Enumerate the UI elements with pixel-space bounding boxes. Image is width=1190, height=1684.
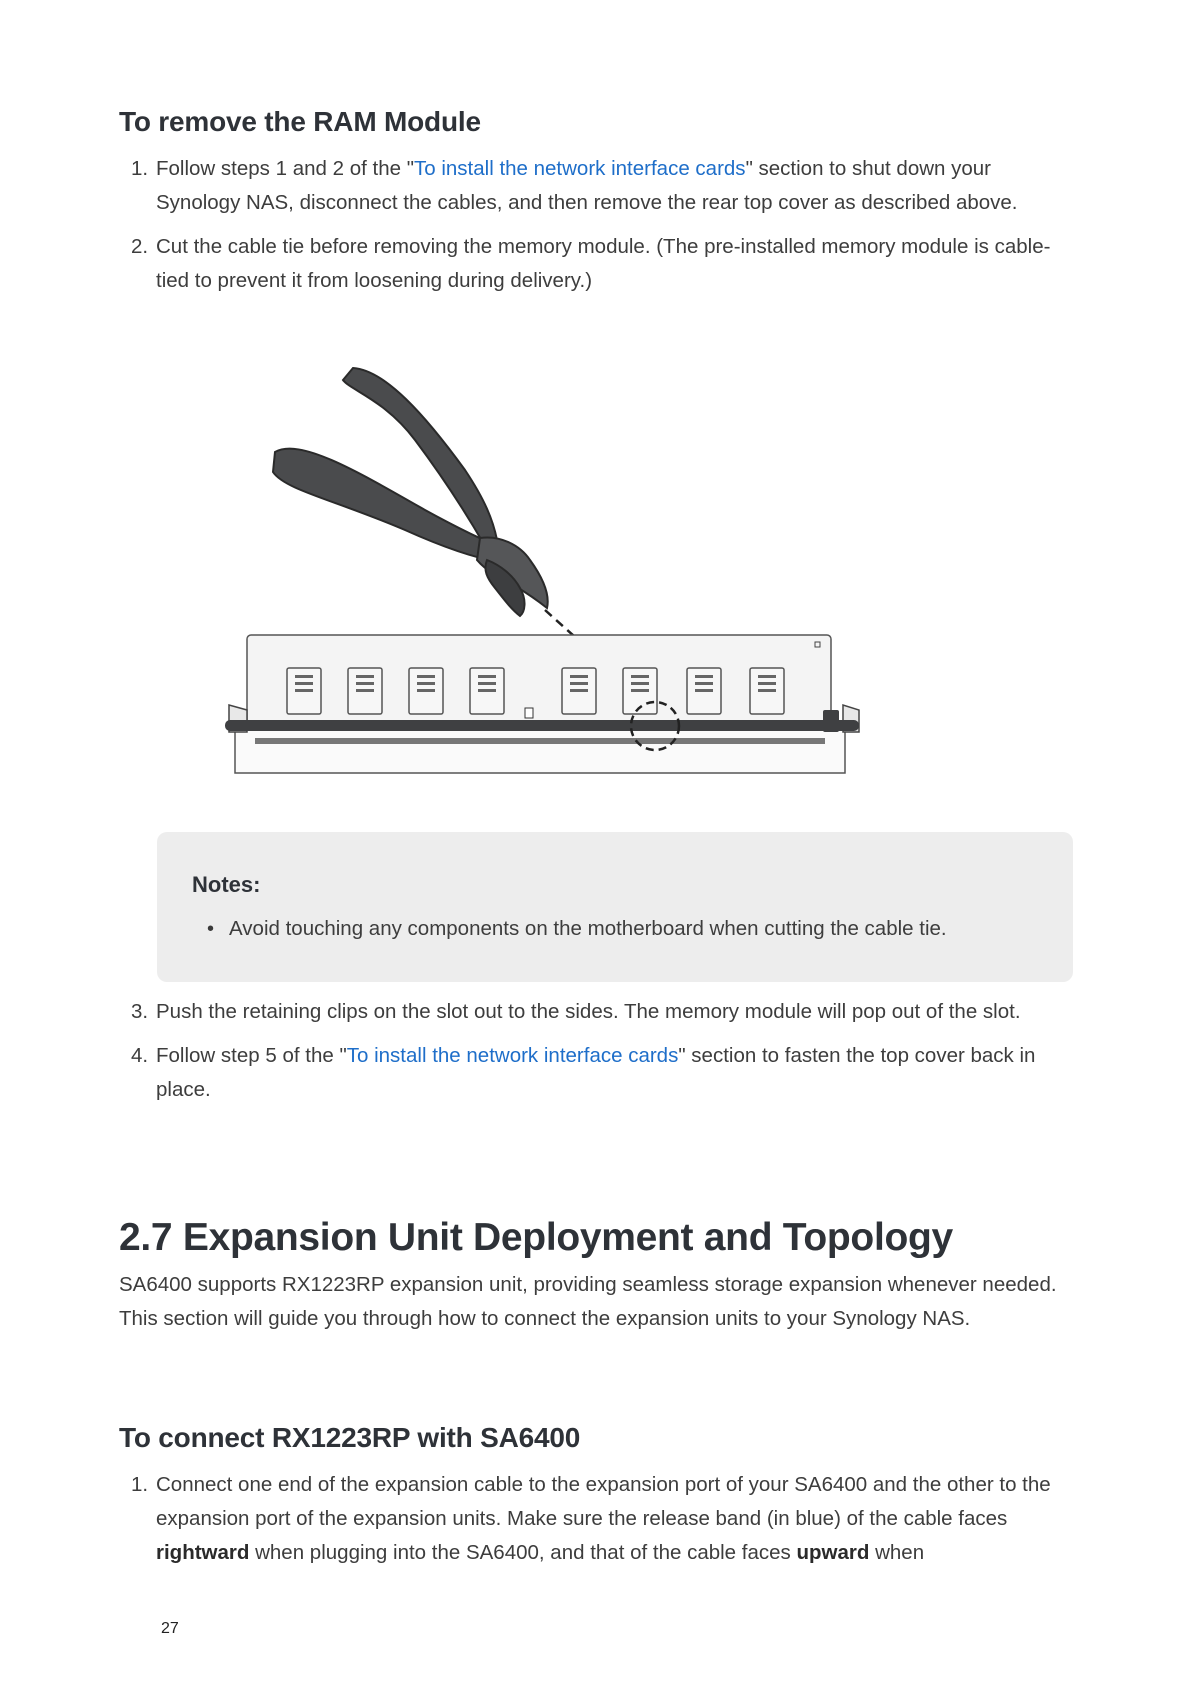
- install-nic-link[interactable]: To install the network interface cards: [413, 157, 746, 180]
- step-text: " section to fasten the top cover back in place.: [156, 1044, 1036, 1101]
- list-item: [119, 152, 1079, 220]
- list-item: [119, 230, 1079, 298]
- step-text: Push the retaining clips on the slot out to the sides. The memory module will pop out of the slot.: [156, 1000, 1021, 1023]
- step-text: when: [869, 1541, 925, 1564]
- connect-steps: [119, 1468, 1079, 1580]
- page-number: 27: [161, 1620, 179, 1637]
- step-text: Connect one end of the expansion cable to the expansion port of your SA6400 and the other to the expansion port of the expansion units. Make sure the release band (in blue) of the cable faces: [156, 1473, 1051, 1530]
- install-nic-link[interactable]: To install the network interface cards: [346, 1044, 679, 1067]
- step-number: 4.: [131, 1044, 149, 1067]
- step-number: 1.: [131, 1473, 149, 1496]
- pliers-and-ram-drawing: [225, 360, 925, 800]
- list-item: [119, 1468, 1079, 1570]
- notes-item: Avoid touching any components on the motherboard when cutting the cable tie.: [229, 917, 947, 940]
- emphasis-upward: upward: [796, 1541, 870, 1564]
- step-text: Follow steps 1 and 2 of the ": [156, 157, 414, 180]
- remove-ram-steps: [119, 152, 1079, 308]
- step-text: Follow step 5 of the ": [156, 1044, 347, 1067]
- step-text: Cut the cable tie before removing the memory module. (The pre-installed memory module is cable-tied to prevent it from loosening during delivery.): [156, 235, 1051, 292]
- ram-cable-tie-illustration: [225, 360, 925, 800]
- section-title-expansion-unit: 2.7 Expansion Unit Deployment and Topology: [119, 1216, 953, 1259]
- step-number: 3.: [131, 1000, 149, 1023]
- step-text: when plugging into the SA6400, and that of the cable faces: [249, 1541, 797, 1564]
- section-title-remove-ram: To remove the RAM Module: [119, 106, 481, 137]
- expansion-intro-paragraph: SA6400 supports RX1223RP expansion unit, providing seamless storage expansion whenever needed. This section will guide you through how to connect the expansion units to your Synology NAS.: [119, 1273, 1057, 1330]
- remove-ram-steps-continued: [119, 995, 1079, 1117]
- list-item: [119, 995, 1079, 1029]
- step-text: " section to shut down your Synology NAS, disconnect the cables, and then remove the rear top cover as described above.: [156, 157, 1018, 214]
- list-item: [119, 1039, 1079, 1107]
- step-number: 1.: [131, 157, 149, 180]
- bullet-icon: •: [207, 918, 215, 940]
- emphasis-rightward: rightward: [156, 1541, 250, 1564]
- notes-box: [157, 832, 1073, 982]
- section-title-connect-rx1223rp: To connect RX1223RP with SA6400: [119, 1422, 581, 1453]
- notes-title: Notes:: [192, 872, 261, 897]
- step-number: 2.: [131, 235, 149, 258]
